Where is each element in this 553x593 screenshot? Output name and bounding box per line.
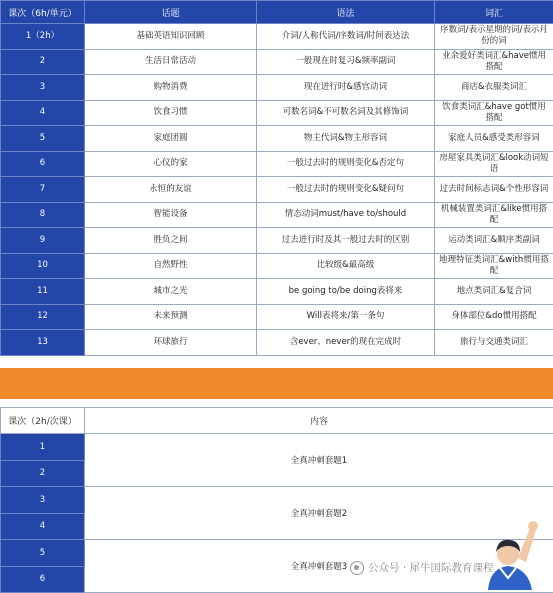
lesson-number: 3: [1, 487, 85, 514]
table-row: [1, 24, 553, 50]
lesson-number: 3: [1, 75, 85, 101]
grammar-cell: 一般过去时的规则变化&疑问句: [257, 177, 435, 203]
vocabulary-cell: 身体部位&do惯用搭配: [435, 304, 553, 330]
grammar-cell: 一般过去时的规则变化&否定句: [257, 151, 435, 177]
header-topic: 话题: [85, 1, 257, 24]
topic-cell: 基础英语知识回顾: [85, 24, 257, 50]
mock-exam-content: 全真冲刺套题1: [85, 434, 553, 487]
table-row: [1, 75, 553, 101]
topic-cell: 胜负之间: [85, 228, 257, 254]
table-row: [1, 304, 553, 330]
watermark-text: 公众号 · 犀牛国际教育课程: [368, 560, 494, 575]
grammar-cell: 情态动词must/have to/should: [257, 202, 435, 228]
vocabulary-cell: 房屋家具类词汇&look动词短语: [435, 151, 553, 177]
vocabulary-cell: 序数词/表示星期的词/表示月份的词: [435, 24, 553, 50]
table-row: [1, 228, 553, 254]
lesson-number: 4: [1, 513, 85, 540]
lesson-number: 8: [1, 202, 85, 228]
vocabulary-cell: 业余爱好类词汇&have惯用搭配: [435, 49, 553, 75]
grammar-cell: 过去进行时及其一般过去时的区别: [257, 228, 435, 254]
lesson-number: 1: [1, 434, 85, 461]
lesson-number: 9: [1, 228, 85, 254]
topic-cell: 智能设备: [85, 202, 257, 228]
lesson-number: 4: [1, 100, 85, 126]
vocabulary-cell: 商店&衣服类词汇: [435, 75, 553, 101]
mock-exam-content: 全真冲刺套题2: [85, 487, 553, 540]
topic-cell: 环球旅行: [85, 330, 257, 356]
grammar-cell: 可数名词&不可数名词及其修饰词: [257, 100, 435, 126]
vocabulary-cell: 运动类词汇&顺序类副词: [435, 228, 553, 254]
lesson-number: 5: [1, 126, 85, 152]
topic-cell: 饮食习惯: [85, 100, 257, 126]
header-grammar: 语法: [257, 1, 435, 24]
topic-cell: 未来预测: [85, 304, 257, 330]
topic-cell: 城市之光: [85, 279, 257, 305]
grammar-cell: 现在进行时&感官动词: [257, 75, 435, 101]
syllabus-header-row: [1, 1, 553, 24]
header-content: 内容: [85, 408, 553, 434]
grammar-cell: Will表将来/第一条句: [257, 304, 435, 330]
lesson-number: 11: [1, 279, 85, 305]
lesson-number: 12: [1, 304, 85, 330]
topic-cell: 自然野性: [85, 253, 257, 279]
wechat-public-account-icon: [350, 561, 364, 575]
lesson-number: 6: [1, 151, 85, 177]
table-row: [1, 49, 553, 75]
orange-divider-band: [0, 368, 553, 399]
topic-cell: 购物消费: [85, 75, 257, 101]
vocabulary-cell: 地点类词汇&复合词: [435, 279, 553, 305]
lesson-number: 7: [1, 177, 85, 203]
grammar-cell: 含ever、never的现在完成时: [257, 330, 435, 356]
cheering-person-illustration: [470, 508, 550, 590]
lesson-number: 1（2h）: [1, 24, 85, 50]
table-row: [1, 100, 553, 126]
grammar-cell: 物主代词&物主形容词: [257, 126, 435, 152]
topic-cell: 永恒的友谊: [85, 177, 257, 203]
section-gap: [0, 399, 553, 407]
header-vocabulary: 词汇: [435, 1, 553, 24]
grammar-cell: 介词/人称代词/序数词/时间表达法: [257, 24, 435, 50]
table-row: [1, 202, 553, 228]
header-lesson-2h: 课次（2h/次课）: [1, 408, 85, 434]
table-row: [1, 279, 553, 305]
topic-cell: 生活日常活动: [85, 49, 257, 75]
vocabulary-cell: 过去时间标志词&个性形容词: [435, 177, 553, 203]
header-lesson: 课次（6h/单元）: [1, 1, 85, 24]
vocabulary-cell: 地理特征类词汇&with惯用搭配: [435, 253, 553, 279]
vocabulary-cell: 饮食类词汇&have got惯用搭配: [435, 100, 553, 126]
vocabulary-cell: 机械装置类词汇&like惯用搭配: [435, 202, 553, 228]
vocabulary-cell: 家庭人员&感受类形容词: [435, 126, 553, 152]
grammar-cell: 一般现在时复习&频率副词: [257, 49, 435, 75]
table-row: [1, 330, 553, 356]
grammar-cell: 比较级&最高级: [257, 253, 435, 279]
topic-cell: 心仪的家: [85, 151, 257, 177]
topic-cell: 家庭团圆: [85, 126, 257, 152]
table-row: [1, 177, 553, 203]
grammar-cell: be going to/be doing表将来: [257, 279, 435, 305]
table-row: [1, 151, 553, 177]
table-row: [1, 126, 553, 152]
vocabulary-cell: 旅行与交通类词汇: [435, 330, 553, 356]
lesson-number: 2: [1, 49, 85, 75]
lesson-number: 5: [1, 540, 85, 567]
mock-exam-content: 全真冲刺套题3: [85, 540, 553, 593]
mock-exam-header-row: [1, 408, 553, 434]
lesson-number: 13: [1, 330, 85, 356]
table-row: [1, 434, 553, 461]
lesson-number: 6: [1, 566, 85, 593]
lesson-number: 2: [1, 460, 85, 487]
table-row: [1, 253, 553, 279]
lesson-number: 10: [1, 253, 85, 279]
